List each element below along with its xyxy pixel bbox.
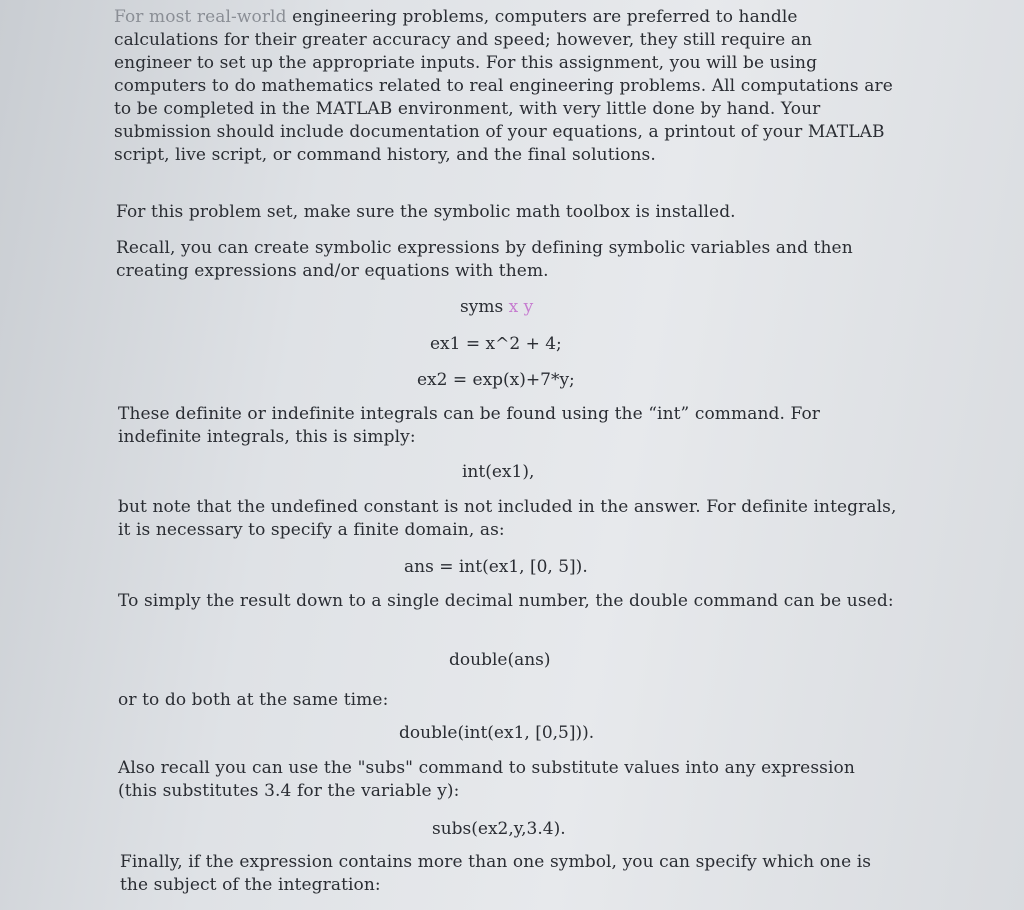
intro-paragraph [114,6,894,167]
integrals-paragraph: These definite or indefinite integrals can be found using the “int” command. For indefinite integrals, this is simply: [118,404,821,447]
code-both-line: double(int(ex1, [0,5])). [399,723,595,743]
code-ans-line: ans = int(ex1, [0, 5]). [404,557,588,577]
subs-paragraph: Also recall you can use the "subs" command to substitute values into any expression (this substitutes 3.4 for the variable y): [118,758,855,801]
recall-paragraph: Recall, you can create symbolic expressions by defining symbolic variables and then creating expressions and/or equations with them. [116,238,853,281]
final-paragraph: Finally, if the expression contains more than one symbol, you can specify which one is the subject of the integration: [120,852,872,895]
code-subs-line: subs(ex2,y,3.4). [432,819,566,839]
intro-faded-start: For most real-world [114,7,287,27]
code-syms-line [460,296,533,318]
code-int-line: int(ex1), [462,462,535,482]
code-syms-keyword: syms [460,297,504,317]
intro-text: engineering problems, computers are preferred to handle calculations for their greater accuracy and speed; however, they still require an engineer to set up the appropriate inputs. For this assignment, you will be using computers to do mathematics related to real engineering problems. All computations are to be completed in the MATLAB environment, with very little done by hand. Your submission should include documentation of your equations, a printout of your MATLAB script, live script, or command history, and the final solutions. [114,7,893,165]
code-ex2-line: ex2 = exp(x)+7*y; [417,370,575,390]
simplify-paragraph: To simply the result down to a single decimal number, the double command can be used: [118,591,894,611]
code-double-line: double(ans) [449,650,551,670]
constant-paragraph: but note that the undefined constant is not included in the answer. For definite integrals, it is necessary to specify a finite domain, as: [118,497,897,540]
both-paragraph: or to do both at the same time: [118,690,389,710]
toolbox-paragraph: For this problem set, make sure the symbolic math toolbox is installed. [116,202,736,222]
code-ex1-line: ex1 = x^2 + 4; [430,334,562,354]
code-syms-vars: x y [508,297,534,317]
